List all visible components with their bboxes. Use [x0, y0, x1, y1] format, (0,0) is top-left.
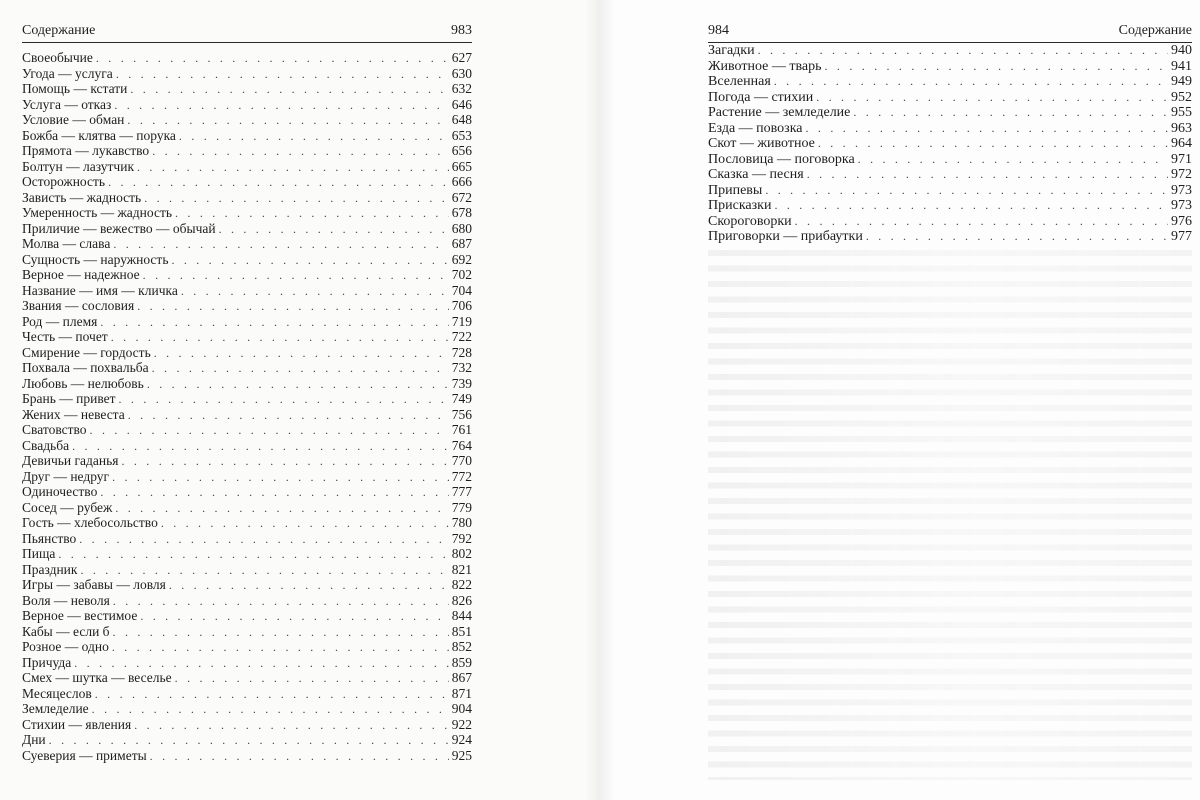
- toc-entry: [708, 74, 1192, 90]
- dot-leader: [100, 315, 448, 331]
- toc-entry-page: 904: [451, 701, 472, 716]
- dot-leader: [152, 361, 449, 377]
- toc-entry-title: Название — имя — кличка: [22, 282, 178, 298]
- toc-entry-title: Верное — вестимое: [22, 608, 138, 623]
- dot-leader: [80, 563, 448, 579]
- toc-entry: [22, 469, 472, 485]
- right-page: [600, 0, 1200, 800]
- dot-leader: [806, 121, 1168, 137]
- dot-leader: [115, 501, 448, 517]
- dot-leader: [150, 749, 449, 765]
- toc-entry-page: 648: [451, 112, 472, 127]
- dot-leader: [130, 82, 448, 98]
- toc-entry: [22, 531, 472, 547]
- toc-entry: [22, 360, 472, 376]
- toc-entry-title: Смирение — гордость: [22, 344, 151, 360]
- toc-entry-title: Сущность — наружность: [22, 251, 169, 267]
- toc-entry-title: Присказки: [708, 198, 772, 213]
- toc-entry-page: 867: [451, 670, 472, 685]
- toc-entry-page: 772: [451, 468, 472, 484]
- toc-entry: [22, 252, 472, 268]
- dot-leader: [866, 229, 1168, 245]
- toc-entry: [22, 391, 472, 407]
- dot-leader: [774, 74, 1168, 90]
- toc-entry: [22, 298, 472, 314]
- toc-entry-title: Припевы: [708, 182, 763, 198]
- toc-entry-page: 678: [451, 205, 472, 220]
- toc-entry-title: Животное — тварь: [708, 58, 822, 74]
- dot-leader: [795, 214, 1168, 230]
- toc-entry-page: 656: [451, 143, 472, 158]
- toc-entry: [708, 152, 1192, 168]
- toc-entry: [22, 655, 472, 671]
- toc-entry: [22, 515, 472, 531]
- toc-entry-page: 770: [451, 453, 472, 468]
- toc-entry: [22, 407, 472, 423]
- toc-entry: [22, 376, 472, 392]
- toc-entry-page: 971: [1171, 151, 1192, 167]
- toc-entry-title: Сватовство: [22, 422, 87, 437]
- toc-entry-page: 722: [451, 329, 472, 344]
- toc-entry-page: 646: [451, 96, 472, 112]
- toc-entry: [708, 167, 1192, 183]
- dot-leader: [858, 152, 1168, 168]
- dot-leader: [127, 113, 448, 129]
- running-head-title: Содержание: [1118, 23, 1192, 38]
- toc-entry-title: Смех — шутка — веселье: [22, 670, 172, 685]
- toc-entry: [22, 97, 472, 113]
- toc-entry: [22, 546, 472, 562]
- toc-entry-page: 680: [451, 220, 472, 236]
- page-number: 984: [708, 23, 729, 38]
- toc-list-right: [708, 43, 1192, 245]
- toc-entry-page: 924: [451, 732, 472, 747]
- toc-entry-title: Умеренность — жадность: [22, 205, 173, 220]
- toc-entry: [22, 283, 472, 299]
- toc-entry-title: Жених — невеста: [22, 406, 125, 422]
- toc-entry: [22, 670, 472, 686]
- toc-entry-page: 666: [451, 174, 472, 189]
- toc-entry-page: 777: [451, 484, 472, 499]
- toc-entry-page: 976: [1171, 213, 1192, 229]
- toc-entry: [708, 183, 1192, 199]
- toc-entry-page: 719: [451, 313, 472, 329]
- toc-entry-page: 728: [451, 344, 472, 360]
- dot-leader: [140, 609, 448, 625]
- dot-leader: [175, 206, 449, 222]
- dot-leader: [175, 671, 449, 687]
- toc-entry: [708, 59, 1192, 75]
- toc-entry-page: 972: [1171, 167, 1192, 182]
- toc-entry-title: Осторожность: [22, 174, 106, 189]
- toc-entry-page: 871: [451, 685, 472, 701]
- toc-entry-page: 977: [1171, 229, 1192, 244]
- toc-entry-title: Услуга — отказ: [22, 96, 112, 112]
- toc-entry: [708, 105, 1192, 121]
- toc-entry-page: 672: [451, 189, 472, 205]
- toc-entry-title: Прямота — лукавство: [22, 143, 150, 158]
- dot-leader: [122, 454, 449, 470]
- toc-entry-title: Игры — забавы — ловля: [22, 577, 166, 592]
- toc-entry-page: 949: [1171, 74, 1192, 89]
- dot-leader: [95, 687, 449, 703]
- toc-entry-title: Девичьи гаданья: [22, 453, 119, 468]
- dot-leader: [49, 733, 449, 749]
- dot-leader: [816, 90, 1168, 106]
- toc-entry-page: 780: [451, 515, 472, 530]
- toc-entry: [22, 500, 472, 516]
- toc-entry: [22, 624, 472, 640]
- toc-entry-page: 922: [451, 716, 472, 732]
- toc-entry-title: Езда — повозка: [708, 120, 803, 136]
- toc-entry-title: Молва — слава: [22, 236, 111, 251]
- dot-leader: [128, 408, 449, 424]
- toc-entry-page: 739: [451, 375, 472, 391]
- toc-entry-title: Честь — почет: [22, 329, 108, 344]
- toc-entry-page: 732: [451, 360, 472, 375]
- dot-leader: [758, 43, 1168, 59]
- toc-entry-page: 963: [1171, 120, 1192, 136]
- dot-leader: [169, 578, 449, 594]
- dot-leader: [219, 222, 449, 238]
- toc-entry-title: Приличие — вежество — обычай: [22, 220, 216, 236]
- toc-entry: [708, 90, 1192, 106]
- toc-entry-page: 779: [451, 499, 472, 515]
- toc-entry-title: Брань — привет: [22, 391, 116, 406]
- toc-entry: [22, 267, 472, 283]
- toc-entry-title: Месяцеслов: [22, 685, 92, 701]
- dot-leader: [154, 346, 449, 362]
- running-head-left: [22, 20, 472, 43]
- toc-entry-page: 687: [451, 236, 472, 251]
- toc-entry: [708, 229, 1192, 245]
- toc-entry: [708, 198, 1192, 214]
- toc-entry: [22, 732, 472, 748]
- dot-leader: [774, 198, 1168, 214]
- dot-leader: [171, 253, 448, 269]
- toc-entry-title: Помощь — кстати: [22, 81, 128, 96]
- dot-leader: [79, 532, 448, 548]
- toc-entry-page: 630: [451, 65, 472, 81]
- dot-leader: [113, 237, 448, 253]
- dot-leader: [134, 718, 449, 734]
- running-head-title: Содержание: [22, 23, 96, 38]
- toc-entry: [22, 345, 472, 361]
- toc-entry: [22, 190, 472, 206]
- toc-entry-page: 859: [451, 654, 472, 670]
- toc-entry-page: 955: [1171, 105, 1192, 120]
- dot-leader: [74, 656, 448, 672]
- toc-entry: [22, 701, 472, 717]
- dot-leader: [112, 470, 449, 486]
- toc-entry-title: Верное — надежное: [22, 267, 140, 282]
- toc-entry-page: 941: [1171, 58, 1192, 74]
- toc-entry: [22, 593, 472, 609]
- toc-entry: [22, 438, 472, 454]
- toc-entry-title: Дни: [22, 732, 46, 747]
- dot-leader: [90, 423, 449, 439]
- toc-entry-title: Розное — одно: [22, 639, 109, 654]
- toc-entry-title: Звания — сословия: [22, 298, 135, 313]
- toc-entry-title: Своеобычие: [22, 50, 93, 65]
- toc-entry-page: 851: [451, 623, 472, 639]
- toc-entry-title: Похвала — похвальба: [22, 360, 149, 375]
- toc-entry-title: Одиночество: [22, 484, 98, 499]
- dot-leader: [114, 98, 448, 114]
- toc-entry: [22, 422, 472, 438]
- toc-entry: [22, 314, 472, 330]
- dot-leader: [181, 284, 449, 300]
- toc-entry-page: 706: [451, 298, 472, 313]
- dot-leader: [96, 51, 449, 67]
- dot-leader: [137, 299, 449, 315]
- toc-entry: [22, 717, 472, 733]
- toc-entry-page: 749: [451, 391, 472, 406]
- dot-leader: [100, 485, 448, 501]
- toc-entry: [22, 221, 472, 237]
- dot-leader: [72, 439, 449, 455]
- dot-leader: [853, 105, 1168, 121]
- dot-leader: [137, 160, 449, 176]
- dot-leader: [144, 191, 449, 207]
- toc-entry: [22, 453, 472, 469]
- toc-entry-title: Приговорки — прибаутки: [708, 229, 863, 244]
- dot-leader: [179, 129, 449, 145]
- toc-entry-title: Зависть — жадность: [22, 189, 142, 205]
- dot-leader: [765, 183, 1168, 199]
- toc-entry-page: 792: [451, 530, 472, 546]
- toc-entry-title: Сказка — песня: [708, 167, 804, 182]
- toc-entry-title: Скот — животное: [708, 136, 815, 151]
- dot-leader: [152, 144, 449, 160]
- toc-entry-page: 964: [1171, 136, 1192, 151]
- dot-leader: [111, 330, 449, 346]
- bleed-through-texture: [708, 250, 1192, 780]
- toc-entry: [22, 205, 472, 221]
- toc-entry-page: 702: [451, 267, 472, 282]
- toc-entry-title: Друг — недруг: [22, 468, 110, 484]
- dot-leader: [113, 625, 449, 641]
- toc-entry: [22, 608, 472, 624]
- toc-entry-page: 940: [1171, 43, 1192, 58]
- toc-entry-page: 627: [451, 50, 472, 65]
- toc-entry-page: 973: [1171, 198, 1192, 213]
- toc-entry: [22, 159, 472, 175]
- toc-entry-page: 764: [451, 437, 472, 453]
- dot-leader: [116, 67, 449, 83]
- running-head-right: [708, 20, 1192, 43]
- toc-entry: [708, 214, 1192, 230]
- toc-entry: [22, 128, 472, 144]
- toc-entry-page: 704: [451, 282, 472, 298]
- toc-entry-page: 973: [1171, 182, 1192, 198]
- toc-entry-title: Воля — неволя: [22, 592, 110, 608]
- dot-leader: [147, 377, 449, 393]
- toc-entry: [22, 639, 472, 655]
- toc-entry-title: Погода — стихии: [708, 89, 814, 105]
- toc-entry: [22, 577, 472, 593]
- book-gutter: [585, 0, 615, 800]
- dot-leader: [807, 167, 1168, 183]
- toc-entry: [22, 50, 472, 66]
- dot-leader: [119, 392, 449, 408]
- toc-entry-page: 826: [451, 592, 472, 608]
- toc-entry-page: 653: [451, 127, 472, 143]
- toc-entry-title: Свадьба: [22, 437, 70, 453]
- dot-leader: [108, 175, 449, 191]
- toc-list-left: [22, 50, 472, 763]
- toc-entry-title: Загадки: [708, 43, 755, 58]
- toc-entry-page: 761: [451, 422, 472, 437]
- toc-entry-title: Род — племя: [22, 313, 98, 329]
- toc-entry-title: Праздник: [22, 561, 78, 577]
- toc-entry-page: 756: [451, 406, 472, 422]
- toc-entry-title: Болтун — лазутчик: [22, 158, 135, 174]
- toc-entry-title: Причуда: [22, 654, 72, 670]
- toc-entry-page: 692: [451, 251, 472, 267]
- toc-entry-title: Стихии — явления: [22, 716, 132, 732]
- toc-entry: [22, 329, 472, 345]
- toc-entry-title: Сосед — рубеж: [22, 499, 113, 515]
- toc-entry-page: 665: [451, 158, 472, 174]
- toc-entry: [708, 136, 1192, 152]
- page-number: 983: [451, 23, 472, 38]
- toc-entry-page: 821: [451, 561, 472, 577]
- dot-leader: [113, 594, 449, 610]
- toc-entry: [708, 43, 1192, 59]
- toc-entry: [22, 748, 472, 764]
- toc-entry-title: Суеверия — приметы: [22, 747, 147, 763]
- toc-entry: [22, 143, 472, 159]
- dot-leader: [818, 136, 1168, 152]
- toc-entry: [22, 81, 472, 97]
- toc-entry-title: Скороговорки: [708, 213, 792, 229]
- dot-leader: [161, 516, 449, 532]
- dot-leader: [143, 268, 449, 284]
- toc-entry-page: 632: [451, 81, 472, 96]
- toc-entry-title: Пища: [22, 546, 56, 561]
- toc-entry: [22, 562, 472, 578]
- toc-entry-title: Растение — земледелие: [708, 105, 851, 120]
- toc-entry: [22, 112, 472, 128]
- toc-entry: [22, 236, 472, 252]
- toc-entry-page: 925: [451, 747, 472, 763]
- dot-leader: [92, 702, 449, 718]
- toc-entry-title: Божба — клятва — порука: [22, 127, 176, 143]
- toc-entry-title: Любовь — нелюбовь: [22, 375, 144, 391]
- toc-entry: [22, 686, 472, 702]
- toc-entry: [22, 484, 472, 500]
- toc-entry-page: 852: [451, 639, 472, 654]
- toc-entry: [22, 174, 472, 190]
- toc-entry-page: 844: [451, 608, 472, 623]
- toc-entry-page: 802: [451, 546, 472, 561]
- toc-entry-page: 822: [451, 577, 472, 592]
- dot-leader: [58, 547, 448, 563]
- toc-entry-title: Земледелие: [22, 701, 89, 716]
- toc-entry-title: Условие — обман: [22, 112, 125, 127]
- dot-leader: [112, 640, 449, 656]
- toc-entry-page: 952: [1171, 89, 1192, 105]
- toc-entry-title: Вселенная: [708, 74, 771, 89]
- toc-entry: [22, 66, 472, 82]
- toc-entry: [708, 121, 1192, 137]
- dot-leader: [825, 59, 1168, 75]
- toc-entry-title: Гость — хлебосольство: [22, 515, 158, 530]
- toc-entry-title: Пьянство: [22, 530, 77, 546]
- toc-entry-title: Угода — услуга: [22, 65, 113, 81]
- toc-entry-title: Кабы — если б: [22, 623, 110, 639]
- toc-entry-title: Пословица — поговорка: [708, 151, 855, 167]
